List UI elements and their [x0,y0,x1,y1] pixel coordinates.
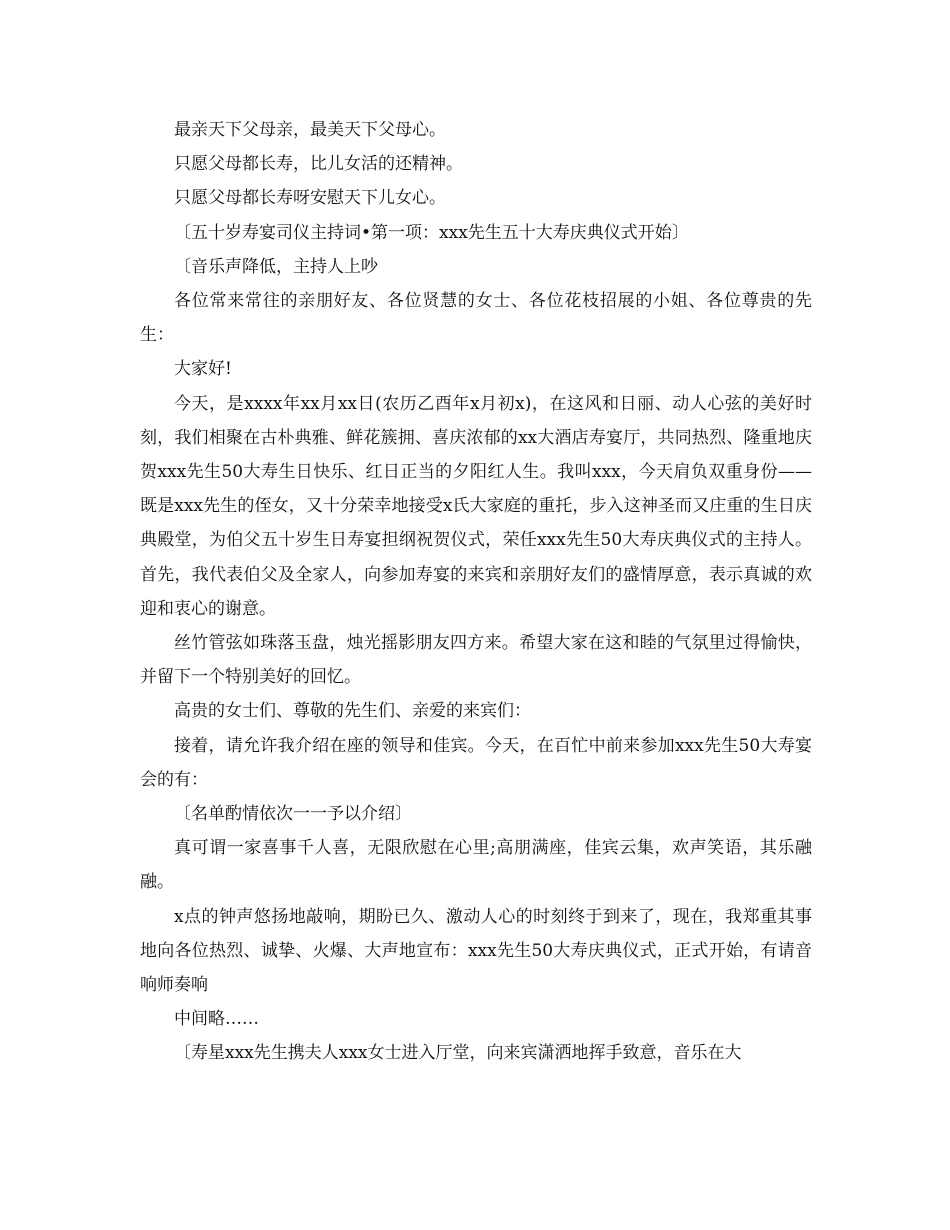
paragraph-13: 真可谓一家喜事千人喜，无限欣慰在心里;高朋满座，佳宾云集，欢声笑语，其乐融融。 [140,838,812,893]
paragraph-1: 最亲天下父母亲，最美天下父母心。 [174,120,446,140]
paragraph-7: 大家好! [174,359,232,380]
paragraph-4: 〔五十岁寿宴司仪主持词•第一项：xxx先生五十大寿庆典仪式开始〕 [174,222,689,243]
paragraph-16: 〔寿星xxx先生携夫人xxx女士进入厅堂，向来宾潇洒地挥手致意，音乐在大 [174,1043,742,1064]
paragraph-14: x点的钟声悠扬地敲响，期盼已久、激动人心的时刻终于到来了，现在，我郑重其事地向各位热烈、诚挚、火爆、大声地宣布：xxx先生50大寿庆典仪式，正式开始，有请音响师奏响 [140,906,812,996]
paragraph-9: 丝竹管弦如珠落玉盘，烛光摇影朋友四方来。希望大家在这和睦的气氛里过得愉快，并留下一个特别美好的回忆。 [140,633,812,688]
document-page [140,113,812,1071]
paragraph-5: 〔音乐声降低，主持人上吵 [174,256,378,277]
paragraph-6: 各位常来常往的亲朋好友、各位贤慧的女士、各位花枝招展的小姐、各位尊贵的先生： [140,291,812,346]
paragraph-10: 高贵的女士们、尊敬的先生们、亲爱的来宾们： [174,701,531,722]
paragraph-15: 中间略…… [174,1009,259,1030]
paragraph-8: 今天，是xxxx年xx月xx日(农历乙酉年x月初x)，在这风和日丽、动人心弦的美好时刻，我们相聚在古朴典雅、鲜花簇拥、喜庆浓郁的xx大酒店寿宴厅，共同热烈、隆重地庆贺xxx先生50大寿生日快乐、红日正当的夕阳红人生。我叫xxx，今天肩负双重身份——既是xxx先生的侄女，又十分荣幸地接受x氏大家庭的重托，步入这神圣而又庄重的生日庆典殿堂，为伯父五十岁生日寿宴担纲祝贺仪式，荣任xxx先生50大寿庆典仪式的主持人。首先，我代表伯父及全家人，向参加寿宴的来宾和亲朋好友们的盛情厚意，表示真诚的欢迎和衷心的谢意。 [140,393,812,619]
paragraph-3: 只愿父母都长寿呀安慰天下儿女心。 [174,188,446,209]
paragraph-2: 只愿父母都长寿，比儿女活的还精神。 [174,154,463,175]
paragraph-11: 接着，请允许我介绍在座的领导和佳宾。今天，在百忙中前来参加xxx先生50大寿宴会的有： [140,735,812,790]
paragraph-12: 〔名单酌情依次一一予以介绍〕 [174,804,412,825]
